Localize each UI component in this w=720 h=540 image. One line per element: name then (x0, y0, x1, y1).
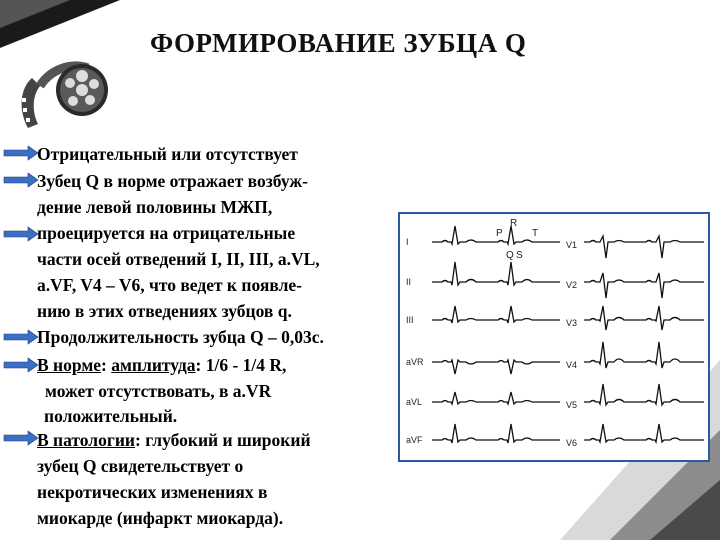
lead-label-i: I (406, 237, 409, 247)
ecg-trace (432, 306, 560, 323)
wave-label-p: P (496, 228, 503, 239)
ecg-trace (432, 424, 560, 443)
ecg-trace (584, 342, 704, 368)
lead-label-avf: aVF (406, 435, 423, 445)
text-line-9 (37, 355, 286, 375)
text-line-8: Продолжительность зубца Q – 0,03с. (37, 327, 324, 347)
lead-label-v5: V5 (566, 400, 578, 410)
text-line-5: части осей отведений I, II, III, a.VL, (37, 249, 320, 269)
text-line-12 (37, 430, 311, 450)
text-line-11: положительный. (44, 406, 178, 426)
lead-label-iii: III (406, 315, 414, 325)
wave-label-q: Q (506, 250, 514, 261)
text-line-13: зубец Q свидетельствует о (37, 456, 244, 476)
lead-label-avr: aVR (406, 357, 424, 367)
ecg-svg (400, 214, 708, 460)
text-line-14: некротических изменениях в (37, 482, 268, 502)
text-line-3: дение левой половины МЖП, (37, 197, 273, 217)
text-line-6: a.VF, V4 – V6, что ведет к появле- (37, 275, 302, 295)
pathology-text: : глубокий и широкий (135, 430, 311, 450)
text-line-15: миокарде (инфаркт миокарда). (37, 508, 284, 528)
wave-label-s: S (516, 250, 523, 261)
separator: : (101, 355, 112, 375)
ecg-trace (584, 306, 704, 330)
amplitude-value: : 1/6 - 1/4 R, (195, 355, 287, 375)
ecg-trace (584, 273, 704, 298)
text-line-1: Отрицательный или отсутствует (37, 144, 298, 164)
ecg-figure (398, 212, 710, 462)
wave-label-r: R (510, 218, 518, 229)
amplitude-label: амплитуда (111, 355, 196, 375)
ecg-trace (584, 236, 704, 258)
lead-label-v3: V3 (566, 318, 578, 328)
pathology-label: В патологии (37, 430, 135, 450)
text-line-2: Зубец Q в норме отражает возбуж- (37, 171, 308, 191)
lead-label-avl: aVL (406, 397, 423, 407)
ecg-trace (584, 424, 704, 442)
lead-label-v2: V2 (566, 280, 578, 290)
lead-label-v4: V4 (566, 360, 578, 370)
ecg-trace (432, 262, 560, 285)
text-line-4: проецируется на отрицательные (37, 223, 296, 243)
ecg-trace (432, 360, 560, 374)
ecg-trace (432, 392, 560, 404)
lead-label-ii: II (406, 277, 412, 287)
ecg-trace (584, 384, 704, 405)
slide-title: ФОРМИРОВАНИЕ ЗУБЦА Q (150, 28, 527, 58)
norm-label: В норме (37, 355, 102, 375)
lead-label-v1: V1 (566, 240, 578, 250)
wave-label-t: T (532, 228, 539, 239)
lead-label-v6: V6 (566, 438, 578, 448)
text-line-10: может отсутствовать, в a.VR (45, 381, 272, 401)
text-line-7: нию в этих отведениях зубцов q. (37, 301, 292, 321)
